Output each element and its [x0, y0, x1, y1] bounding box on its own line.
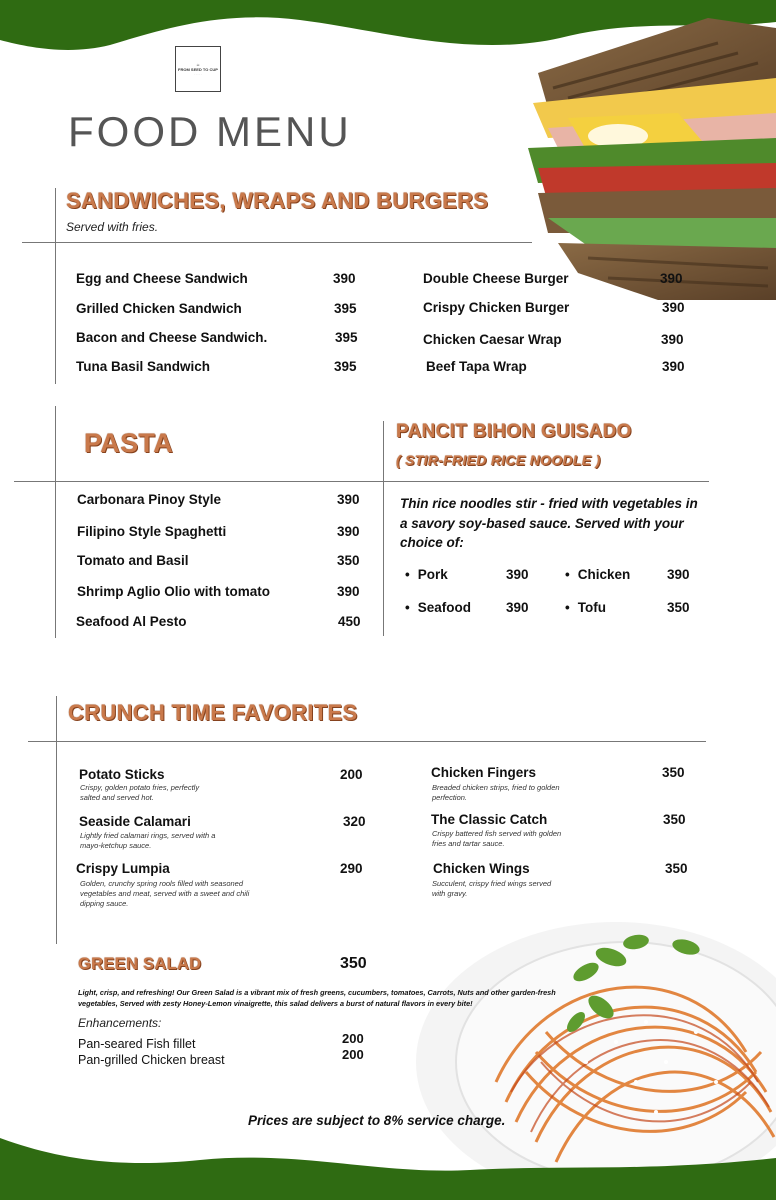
menu-item-price: 350	[663, 812, 686, 827]
logo-text: FROM SEED TO CUP	[178, 67, 218, 72]
menu-item-price: 290	[340, 861, 363, 876]
menu-item-description: Succulent, crispy fried wings served with gravy.	[432, 879, 552, 898]
menu-item-price: 390	[661, 332, 684, 347]
enhancement-name: Pan-grilled Chicken breast	[78, 1053, 225, 1067]
menu-item-name: Carbonara Pinoy Style	[77, 492, 222, 507]
menu-item-price: 395	[334, 301, 357, 316]
menu-item-price: 320	[343, 814, 366, 829]
menu-item-name: Tuna Basil Sandwich	[76, 359, 211, 374]
menu-item-description: Crispy battered fish served with golden fries and tartar sauce.	[432, 829, 562, 848]
menu-item-name: Seaside Calamari	[79, 814, 191, 829]
menu-item-description: Crispy, golden potato fries, perfectly salted and served hot.	[80, 783, 200, 802]
menu-item-price: 390	[337, 524, 360, 539]
menu-item-name: Seafood Al Pesto	[76, 614, 187, 629]
menu-item-description: Lightly fried calamari rings, served with a mayo-ketchup sauce.	[80, 831, 216, 850]
pancit-option-name: • Chicken	[565, 567, 630, 582]
menu-item-name: Egg and Cheese Sandwich	[76, 271, 248, 286]
menu-item-price: 450	[338, 614, 361, 629]
enhancement-price: 200	[342, 1031, 364, 1046]
logo-mark: ☕	[196, 62, 200, 67]
menu-item-name: Crispy Lumpia	[76, 861, 170, 876]
menu-item-name: Chicken Caesar Wrap	[423, 332, 562, 347]
enhancements-title: Enhancements:	[78, 1016, 162, 1030]
menu-item-price: 390	[337, 492, 360, 507]
enhancement-price: 200	[342, 1047, 364, 1062]
pancit-option-name: • Pork	[405, 567, 448, 582]
menu-item-name: Shrimp Aglio Olio with tomato	[77, 584, 270, 599]
menu-item-name: Chicken Wings	[433, 861, 530, 876]
sandwich-section-vline	[55, 188, 56, 384]
pasta-section-hline	[14, 481, 709, 482]
menu-item-name: Filipino Style Spaghetti	[77, 524, 227, 539]
menu-item-name: Tomato and Basil	[77, 553, 189, 568]
menu-item-price: 350	[337, 553, 360, 568]
pasta-section-title: PASTA	[84, 428, 173, 458]
menu-item-name: Double Cheese Burger	[423, 271, 569, 286]
salad-description: Light, crisp, and refreshing! Our Green Salad is a vibrant mix of fresh greens, cucumbers, tomatoes, Carrots, Nuts and other garden-fresh vegetables, Served with zesty Honey-Lemon vinaigrette, this salad delivers a burst of natural flavors in every bite!	[78, 988, 556, 1008]
brand-logo	[175, 46, 221, 92]
crunch-section-hline	[28, 741, 706, 742]
menu-item-price: 200	[340, 767, 363, 782]
logo-tagline: · · · · ·	[193, 72, 203, 76]
pancit-subtitle: ( STIR-FRIED RICE NOODLE )	[396, 452, 601, 468]
menu-item-price: 390	[333, 271, 356, 286]
menu-item-price: 350	[662, 765, 685, 780]
menu-item-price: 390	[662, 359, 685, 374]
pancit-option-price: 390	[506, 600, 529, 615]
sandwich-image	[508, 18, 776, 300]
menu-item-name: Chicken Fingers	[431, 765, 537, 780]
crunch-section-vline	[56, 696, 57, 944]
pancit-section-title: PANCIT BIHON GUISADO	[396, 421, 632, 442]
salad-price: 350	[340, 955, 367, 972]
enhancement-name: Pan-seared Fish fillet	[78, 1037, 196, 1051]
pancit-option-name: • Tofu	[565, 600, 606, 615]
menu-item-name: Crispy Chicken Burger	[423, 300, 570, 315]
menu-item-name: Grilled Chicken Sandwich	[76, 301, 242, 316]
sandwiches-section-title: SANDWICHES, WRAPS AND BURGERS	[66, 188, 489, 213]
menu-item-name: Beef Tapa Wrap	[426, 359, 527, 374]
menu-item-name: The Classic Catch	[431, 812, 548, 827]
pancit-option-price: 390	[506, 567, 529, 582]
pasta-section-vline	[55, 406, 56, 638]
sandwiches-subtitle: Served with fries.	[66, 220, 159, 234]
crunch-section-title: CRUNCH TIME FAVORITES	[68, 700, 358, 725]
menu-item-price: 395	[334, 359, 357, 374]
pancit-description: Thin rice noodles stir - fried with vegetables in a savory soy-based sauce. Served with your choice of:	[400, 496, 698, 550]
pancit-option-price: 350	[667, 600, 690, 615]
bottom-wave-decoration	[0, 1120, 776, 1200]
pancit-divider-vline	[383, 421, 384, 636]
sandwich-section-hline	[22, 242, 532, 243]
pancit-option-name: • Seafood	[405, 600, 471, 615]
menu-item-name: Potato Sticks	[79, 767, 165, 782]
page-title: FOOD MENU	[68, 108, 352, 155]
menu-item-price: 350	[665, 861, 688, 876]
menu-item-price: 395	[335, 330, 358, 345]
menu-item-description: Golden, crunchy spring rools filled with seasoned vegetables and meat, served with a sweet and chili dipping sauce.	[80, 879, 250, 908]
pancit-option-price: 390	[667, 567, 690, 582]
menu-item-price: 390	[662, 300, 685, 315]
menu-item-price: 390	[660, 271, 683, 286]
salad-section-title: GREEN SALAD	[78, 955, 202, 973]
menu-item-price: 390	[337, 584, 360, 599]
footer-note: Prices are subject to 8% service charge.	[248, 1113, 506, 1128]
menu-item-description: Breaded chicken strips, fried to golden perfection.	[432, 783, 560, 802]
menu-item-name: Bacon and Cheese Sandwich.	[76, 330, 268, 345]
